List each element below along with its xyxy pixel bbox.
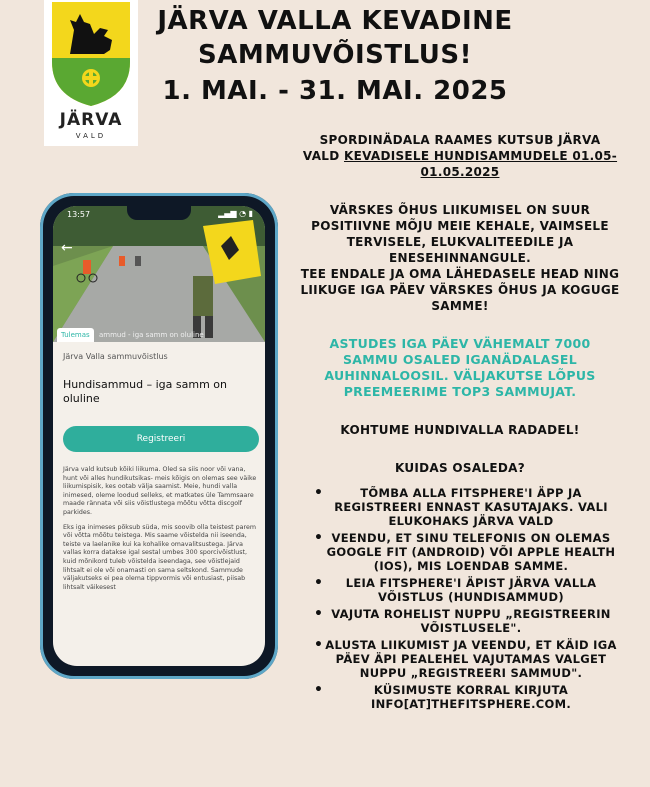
how-heading: KUIDAS OSALEDA? bbox=[394, 461, 526, 475]
steps-list bbox=[300, 486, 620, 711]
list-item: • VAJUTA ROHELIST NUPPU „REGISTREERIN VÕISTLUSELE". bbox=[322, 607, 620, 635]
competition-description bbox=[63, 466, 259, 598]
tab-tulemas[interactable]: Tulemas bbox=[57, 328, 94, 342]
jarva-vald-logo bbox=[44, 0, 138, 146]
logo-subtitle: VALD bbox=[75, 132, 107, 140]
list-item: • VEENDU, ET SINU TELEFONIS ON OLEMAS GOOGLE FIT (ANDROID) VÕI APPLE HEALTH (IOS), MIS LOENDAB SAMME. bbox=[322, 531, 620, 573]
description-paragraph: Järva vald kutsub kõiki liikuma. Oled sa siis noor või vana, hunt või alles hundikutsikas- meis kõigis on olemas see väike liikumispisik, kes ootab välja saamist. Meie, hundi valla inimesed, oleme loodud selleks, et matkates üle Tammsaare maade rännata või siis võistlustega mõõtu võtta discgolf parkides. bbox=[63, 466, 257, 516]
meet-text: KOHTUME HUNDIVALLA RADADEL! bbox=[340, 423, 580, 437]
intro-text bbox=[300, 132, 620, 180]
event-dates: 1. MAI. - 31. MAI. 2025 bbox=[162, 76, 508, 106]
tab-strip bbox=[53, 328, 265, 342]
description-paragraph: Eks iga inimeses põksub süda, mis soovib olla teistest parem või võtta mõõtu teistega. Mis saame võistelda nii iseenda, teiste va laelanike kui ka kohalike omavalitsustega. Järva vallas korra datakse igal sestal umbes 300 sporcivõistlust, kuid mõnikord tuleb võistelda iseendaga, see võistlejaid lihtsalt ei ole või onamasti on sama seltskond. Sammude väljakutseks ei pea olema tippvormis või entusiast, piisab lihtsalt väikesest bbox=[63, 523, 256, 591]
page-title: JÄRVA VALLA KEVADINE SAMMUVÕISTLUS! bbox=[157, 6, 513, 70]
list-item: • ALUSTA LIIKUMIST JA VEENDU, ET KÄID IGA PÄEV ÄPI PEALEHEL VAJUTAMAS VALGET NUPPU „REGISTREERI SAMMUD". bbox=[322, 638, 620, 680]
intro-text-b: KEVADISELE HUNDISAMMUDELE 01.05-01.05.2025 bbox=[343, 149, 618, 179]
phone-notch bbox=[127, 206, 191, 220]
prize-text: ASTUDES IGA PÄEV VÄHEMALT 7000 SAMMU OSALED IGANÄDALASEL AUHINNALOOSIL. VÄLJAKUTSE LÕPUS PREEMEERIME TOP3 SAMMUJAT. bbox=[324, 336, 596, 399]
list-item: • KÜSIMUSTE KORRAL KIRJUTA INFO[AT]THEFITSPHERE.COM. bbox=[322, 683, 620, 711]
hero-image bbox=[53, 206, 265, 342]
phone-mockup bbox=[40, 193, 278, 679]
list-item: • TÕMBA ALLA FITSPHERE'I ÄPP JA REGISTREERI ENNAST KASUTAJAKS. VALI ELUKOHAKS JÄRVA VALD bbox=[322, 486, 620, 528]
coat-of-arms-icon bbox=[50, 0, 132, 108]
competition-title: Hundisammud – iga samm on oluline bbox=[63, 378, 227, 405]
info-column bbox=[300, 132, 620, 714]
list-item: • LEIA FITSPHERE'I ÄPIST JÄRVA VALLA VÕISTLUS (HUNDISAMMUD) bbox=[322, 576, 620, 604]
phone-screen bbox=[53, 206, 265, 666]
health-text-2: TEE ENDALE JA OMA LÄHEDASELE HEAD NING LIIKUGE IGA PÄEV VÄRSKES ÕHUS JA KOGUGE SAMME! bbox=[300, 267, 620, 313]
intro-text-a: SPORDINÄDALA RAAMES KUTSUB JÄRVA VALD bbox=[302, 133, 601, 163]
competition-subtitle: Järva Valla sammuvõistlus bbox=[63, 352, 168, 361]
status-icons: ▂▄▆ ◔ ▮ bbox=[218, 209, 253, 218]
logo-name: JÄRVA bbox=[59, 110, 123, 130]
health-text: VÄRSKES ÕHUS LIIKUMISEL ON SUUR POSITIIVNE MÕJU MEIE KEHALE, VAIMSELE TERVISELE, ELUKVALITEEDILE JA ENESEHINNANGULE. bbox=[311, 203, 609, 265]
register-button[interactable]: Registreeri bbox=[63, 426, 259, 452]
back-arrow-icon[interactable]: ← bbox=[61, 240, 73, 256]
status-time: 13:57 bbox=[67, 210, 91, 219]
tab-title-overlay: ammud - iga samm on oluline bbox=[99, 331, 204, 339]
